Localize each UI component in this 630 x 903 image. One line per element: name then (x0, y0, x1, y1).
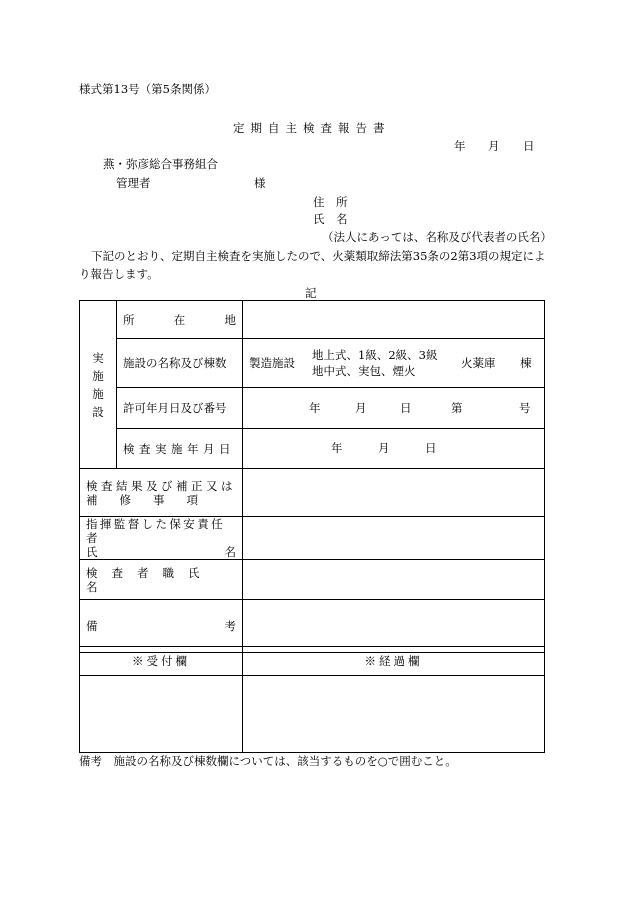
label-permit: 許可年月日及び番号 (117, 388, 243, 429)
addressee-org: 燕・弥彦総合事務組合 (103, 157, 218, 171)
date-day: 日 (523, 139, 535, 153)
report-table (79, 300, 545, 653)
label-remarks: 備 考 (80, 600, 243, 653)
label-inspection-date: 検査実施年月日 (117, 429, 243, 469)
table-row (80, 560, 545, 600)
table-row (80, 469, 545, 517)
facility-types-line2: 地中式、実包、煙火 (312, 364, 416, 378)
label-supervisor: 指揮監督した保安責任者 氏 名 (80, 517, 243, 560)
office-use-table (79, 646, 545, 753)
facility-name-field[interactable] (243, 339, 545, 388)
facility-count-unit: 棟 (520, 356, 532, 370)
inspector-field[interactable] (243, 560, 545, 600)
table-row (80, 301, 545, 339)
progress-header: ※経過欄 (243, 647, 545, 676)
intro-line-1: 下記のとおり、定期自主検査を実施したので、火薬類取締法第35条の2第3項の規定によ (91, 249, 546, 263)
receipt-header: ※受付欄 (80, 647, 243, 676)
label-result: 検査結果及び補正又は 補修事項 (80, 469, 243, 517)
label-inspector: 検査者職氏名 (80, 560, 243, 600)
label-location: 所 在 地 (117, 301, 243, 339)
facility-storage: 火薬庫 (461, 356, 496, 370)
footnote: 備考 施設の名称及び棟数欄については、該当するものを○で囲むこと。 (79, 754, 457, 768)
label-facility-name: 施設の名称及び棟数 (117, 339, 243, 388)
addressee-title: 管理者 (116, 176, 151, 190)
permit-field[interactable]: 年 月 日 第 号 (243, 388, 545, 429)
remarks-field[interactable] (243, 600, 545, 653)
applicant-address-label: 住 所 (313, 195, 348, 209)
page-title: 定期自主検査報告書 (233, 121, 391, 135)
table-row (80, 600, 545, 653)
inspection-date-field[interactable]: 年 月 日 (243, 429, 545, 469)
supervisor-field[interactable] (243, 517, 545, 560)
date-year: 年 (454, 139, 466, 153)
progress-field[interactable] (243, 676, 545, 753)
ki-heading: 記 (305, 286, 317, 300)
section-label-facility: 実 施 施 設 (80, 301, 117, 469)
date-month: 月 (488, 139, 500, 153)
form-number: 様式第13号（第5条関係） (79, 82, 216, 96)
table-row (80, 429, 545, 469)
addressee-honorific: 様 (254, 176, 266, 190)
applicant-note: （法人にあっては、名称及び代表者の氏名） (322, 230, 552, 244)
facility-manufacturing: 製造施設 (249, 356, 295, 370)
facility-types-line1: 地上式、1級、2級、3級 (312, 348, 438, 362)
table-row (80, 517, 545, 560)
location-field[interactable] (243, 301, 545, 339)
receipt-field[interactable] (80, 676, 243, 753)
result-field[interactable] (243, 469, 545, 517)
table-row (80, 388, 545, 429)
table-row (80, 339, 545, 388)
applicant-name-label: 氏 名 (313, 212, 348, 226)
intro-line-2: り報告します。 (79, 267, 159, 281)
